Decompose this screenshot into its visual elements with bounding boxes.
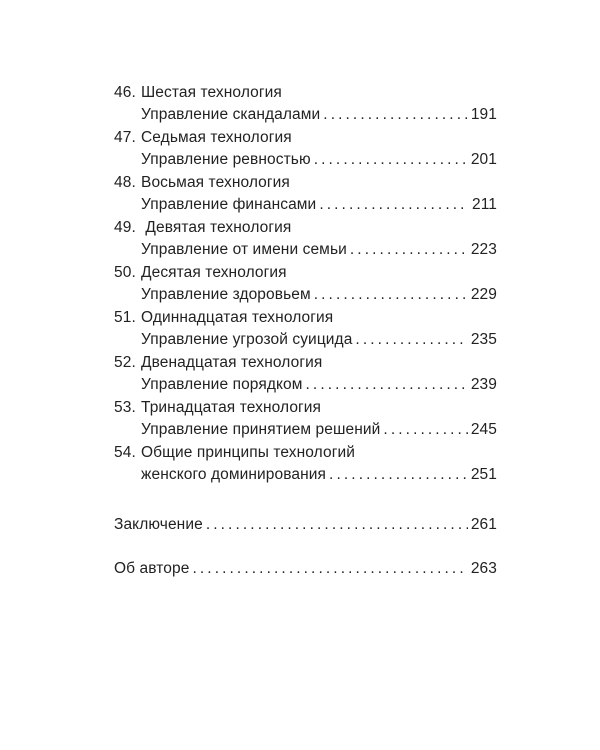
- toc-entry-heading: [114, 442, 497, 464]
- toc-entry-line: [114, 284, 497, 306]
- toc-entry-title: Общие принципы технологий: [141, 444, 355, 461]
- toc-entry-title: Тринадцатая технология: [141, 399, 322, 416]
- toc-entry-conclusion[interactable]: [114, 514, 497, 536]
- toc-entry-subtitle: Управление от имени семьи: [141, 241, 347, 258]
- toc-entry-heading: [114, 397, 497, 419]
- toc-entry-subtitle: Управление угрозой суицида: [141, 331, 353, 348]
- toc-entry-page: 201: [470, 151, 497, 168]
- toc-entry-page: 191: [470, 106, 497, 123]
- table-of-contents: [114, 82, 497, 580]
- dot-leader: [355, 329, 467, 351]
- dot-leader: [192, 558, 467, 580]
- toc-entry-page: 239: [470, 376, 497, 393]
- toc-entry-number: 50.: [114, 264, 136, 281]
- toc-entry-heading: [114, 217, 497, 239]
- toc-entry[interactable]: [114, 307, 497, 352]
- toc-entry-page: 211: [471, 196, 497, 213]
- toc-entry-number: 46.: [114, 84, 136, 101]
- toc-entry[interactable]: [114, 262, 497, 307]
- toc-entry-title: Девятая технология: [141, 219, 292, 236]
- toc-entry-page: 251: [470, 466, 497, 483]
- dot-leader: [383, 419, 467, 441]
- dot-leader: [206, 514, 468, 536]
- toc-entry-heading: [114, 82, 497, 104]
- toc-entry-heading: [114, 262, 497, 284]
- toc-entry-line: [114, 239, 497, 261]
- toc-entry-line: [114, 104, 497, 126]
- toc-entry-heading: [114, 127, 497, 149]
- toc-entry[interactable]: [114, 217, 497, 262]
- toc-entry[interactable]: [114, 82, 497, 127]
- dot-leader: [314, 149, 468, 171]
- dot-leader: [329, 464, 468, 486]
- toc-entry-title: Заключение: [114, 516, 203, 533]
- toc-entry[interactable]: [114, 127, 497, 172]
- toc-entry[interactable]: [114, 352, 497, 397]
- toc-entry-line: [114, 149, 497, 171]
- toc-entry-page: 261: [470, 516, 497, 533]
- toc-entry-title: Шестая технология: [141, 84, 282, 101]
- toc-entry-line: [114, 374, 497, 396]
- toc-entry-page: 245: [470, 421, 497, 438]
- toc-entry-page: 235: [470, 331, 497, 348]
- toc-entry-number: 48.: [114, 174, 136, 191]
- toc-entry-subtitle: Управление порядком: [141, 376, 303, 393]
- toc-entry-number: 47.: [114, 129, 136, 146]
- toc-entry-heading: [114, 307, 497, 329]
- toc-entry-line: [114, 419, 497, 441]
- toc-entry-line: [114, 194, 497, 216]
- toc-entry-title: Седьмая технология: [141, 129, 292, 146]
- toc-entry-about-author[interactable]: [114, 558, 497, 580]
- toc-entry[interactable]: [114, 172, 497, 217]
- toc-entry-page: 263: [470, 560, 497, 577]
- toc-entry-number: 49.: [114, 219, 136, 236]
- toc-entry-line: [114, 329, 497, 351]
- toc-entry-page: 229: [470, 286, 497, 303]
- toc-entry-line: [114, 464, 497, 486]
- toc-entry-title: Восьмая технология: [141, 174, 290, 191]
- toc-entry-subtitle: Управление принятием решений: [141, 421, 381, 438]
- toc-entry-heading: [114, 352, 497, 374]
- dot-leader: [306, 374, 468, 396]
- dot-leader: [314, 284, 468, 306]
- toc-entry-number: 53.: [114, 399, 136, 416]
- toc-entry-subtitle: Управление финансами: [141, 196, 317, 213]
- toc-entry-page: 223: [470, 241, 497, 258]
- toc-entry-subtitle: Управление скандалами: [141, 106, 321, 123]
- toc-entry-number: 51.: [114, 309, 136, 326]
- dot-leader: [350, 239, 468, 261]
- toc-entry-heading: [114, 172, 497, 194]
- toc-entry-subtitle: Управление ревностью: [141, 151, 311, 168]
- toc-entry-number: 54.: [114, 444, 136, 461]
- toc-entry-subtitle: женского доминирования: [141, 466, 327, 483]
- toc-entry[interactable]: [114, 442, 497, 487]
- toc-entry-number: 52.: [114, 354, 136, 371]
- toc-entry-title: Одиннадцатая технология: [141, 309, 334, 326]
- toc-entry-title: Двенадцатая технология: [141, 354, 323, 371]
- toc-entry-title: Об авторе: [114, 560, 190, 577]
- dot-leader: [323, 104, 468, 126]
- dot-leader: [319, 194, 469, 216]
- toc-entry[interactable]: [114, 397, 497, 442]
- toc-entry-subtitle: Управление здоровьем: [141, 286, 311, 303]
- toc-entry-title: Десятая технология: [141, 264, 287, 281]
